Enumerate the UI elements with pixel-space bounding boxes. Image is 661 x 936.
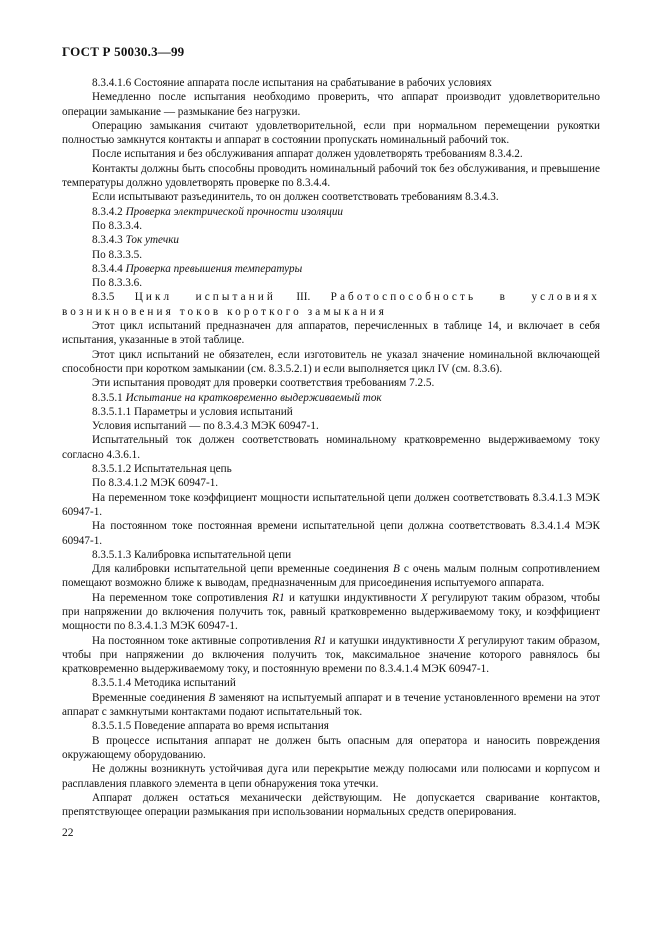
paragraph — [62, 262, 600, 276]
paragraph: Этот цикл испытаний не обязателен, если изготовитель не указал значение номинальной включающей способности при коротком замыкании (см. 8.3.5.2.1) и если выполняется цикл IV (см. 8.3.6). — [62, 348, 600, 375]
paragraph: Контакты должны быть способны проводить номинальный рабочий ток без обслуживания, и превышение температуры должно удовлетворять проверке по 8.3.4.4. — [62, 162, 600, 190]
paragraph: Операцию замыкания считают удовлетворительной, если при нормальном перемещении рукоятки полностью замкнутся контакты и аппарат в состоянии пропускать номинальный рабочий ток. — [62, 119, 600, 147]
symbol: R1 — [313, 634, 327, 647]
paragraph: Испытательный ток должен соответствовать номинальному кратковременно выдерживаемому току согласно 4.3.6.1. — [62, 434, 600, 461]
paragraph: Аппарат должен остаться механически действующим. Не допускается сваривание контактов, препятствующее операции размыкания при использовании нормальных средств оперирования. — [62, 791, 600, 819]
text-run: заменяют на испытуемый аппарат и в течение установленного времени на этот аппарат с замкнутыми контактами подают испытательный ток. — [62, 691, 600, 719]
cycle-number: III. — [296, 291, 311, 304]
paragraph: 8.3.5.1.2 Испытательная цепь — [92, 463, 232, 476]
text-run: На постоянном токе активные сопротивления — [92, 634, 314, 647]
text-run: регулируют таким образом, чтобы при напряжении до включения получить ток, максимальное значение которого равнялось бы кратковременно выдерживаемому току, и постоянную времени по 8.3.4.1.4 МЭК 60947-1. — [62, 634, 600, 676]
text-run: регулируют таким образом, чтобы при напряжении до включения получить ток, равный кратковременно выдерживаемому току, и коэффициент мощности по 8.3.4.1.3 МЭК 60947-1. — [62, 591, 600, 633]
paragraph: После испытания и без обслуживания аппарат должен удовлетворять требованиям 8.3.4.2. — [92, 148, 523, 161]
paragraph: 8.3.5.1.3 Калибровка испытательной цепи — [92, 548, 292, 561]
paragraph: По 8.3.4.1.2 МЭК 60947-1. — [92, 477, 219, 490]
paragraph: По 8.3.3.6. — [92, 277, 143, 290]
section-number: 8.3.5.1 — [92, 391, 123, 404]
paragraph: На постоянном токе постоянная времени испытательной цепи должна соответствовать 8.3.4.1.4 МЭК 60947-1. — [62, 520, 600, 547]
section-number: 8.3.4.4 — [92, 262, 123, 275]
paragraph — [62, 634, 600, 677]
text-run: с очень малым полным сопротивлением помещают возможно ближе к выводам, предназначенным для присоединения испытуемого аппарата. — [62, 563, 600, 590]
paragraph: 8.3.4.1.6 Состояние аппарата после испытания на срабатывание в рабочих условиях — [92, 77, 492, 89]
standard-header: ГОСТ Р 50030.3—99 — [62, 44, 185, 59]
text-run: На переменном токе сопротивления — [92, 591, 273, 604]
paragraph — [62, 562, 600, 591]
document-body — [62, 76, 600, 819]
paragraph: 8.3.5.1.5 Поведение аппарата во время испытания — [92, 720, 329, 733]
paragraph: В процессе испытания аппарат не должен быть опасным для оператора и наносить повреждения окружающему оборудованию. — [62, 734, 600, 761]
paragraph — [62, 233, 600, 247]
section-title: Проверка электрической прочности изоляции — [125, 205, 344, 218]
paragraph — [62, 691, 600, 720]
paragraph: Условия испытаний — по 8.3.4.3 МЭК 60947-1. — [92, 420, 319, 433]
page-number: 22 — [62, 827, 74, 839]
text-run: Временные соединения — [92, 691, 209, 704]
paragraph — [62, 290, 600, 319]
paragraph: 8.3.5.1.1 Параметры и условия испытаний — [92, 405, 293, 418]
symbol: R1 — [272, 591, 285, 604]
paragraph: Немедленно после испытания необходимо проверить, что аппарат производит удовлетворительно операции замыкание — размыкание без нагрузки. — [62, 91, 600, 118]
section-number: 8.3.4.3 — [92, 234, 123, 247]
section-title: Испытание на кратковременно выдерживаемый ток — [125, 391, 382, 404]
cycle-title: Работоспособность в условиях возникновения токов короткого замыкания — [62, 291, 600, 318]
paragraph — [62, 591, 600, 634]
paragraph: Эти испытания проводят для проверки соответствия требованиям 7.2.5. — [92, 377, 435, 390]
symbol: X — [457, 634, 465, 647]
symbol: B — [392, 563, 400, 576]
paragraph: По 8.3.3.4. — [92, 219, 143, 232]
text-run: Для калибровки испытательной цепи временные соединения — [92, 563, 393, 576]
cycle-lead: Цикл испытаний — [134, 291, 276, 304]
paragraph: Если испытывают разъединитель, то он должен соответствовать требованиям 8.3.4.3. — [92, 191, 499, 204]
symbol: B — [208, 691, 216, 704]
paragraph: На переменном токе коэффициент мощности испытательной цепи должен соответствовать 8.3.4.1.3 МЭК 60947-1. — [62, 491, 600, 518]
section-number: 8.3.4.2 — [92, 205, 123, 218]
section-title: Ток утечки — [125, 234, 180, 247]
symbol: X — [420, 591, 428, 604]
text-run: и катушки индуктивности — [326, 634, 458, 647]
paragraph — [62, 391, 600, 405]
paragraph: 8.3.5.1.4 Методика испытаний — [92, 677, 236, 690]
section-number: 8.3.5 — [92, 291, 115, 304]
paragraph: Не должны возникнуть устойчивая дуга или перекрытие между полюсами или полюсами и корпусом и расплавления плавкого элемента в цепи обнаружения тока утечки. — [62, 763, 600, 790]
paragraph — [62, 205, 600, 219]
section-title: Проверка превышения температуры — [125, 262, 303, 275]
text-run: и катушки индуктивности — [284, 591, 421, 604]
paragraph: По 8.3.3.5. — [92, 248, 143, 261]
paragraph: Этот цикл испытаний предназначен для аппаратов, перечисленных в таблице 14, и включает в себя испытания, указанные в этой таблице. — [62, 320, 600, 347]
